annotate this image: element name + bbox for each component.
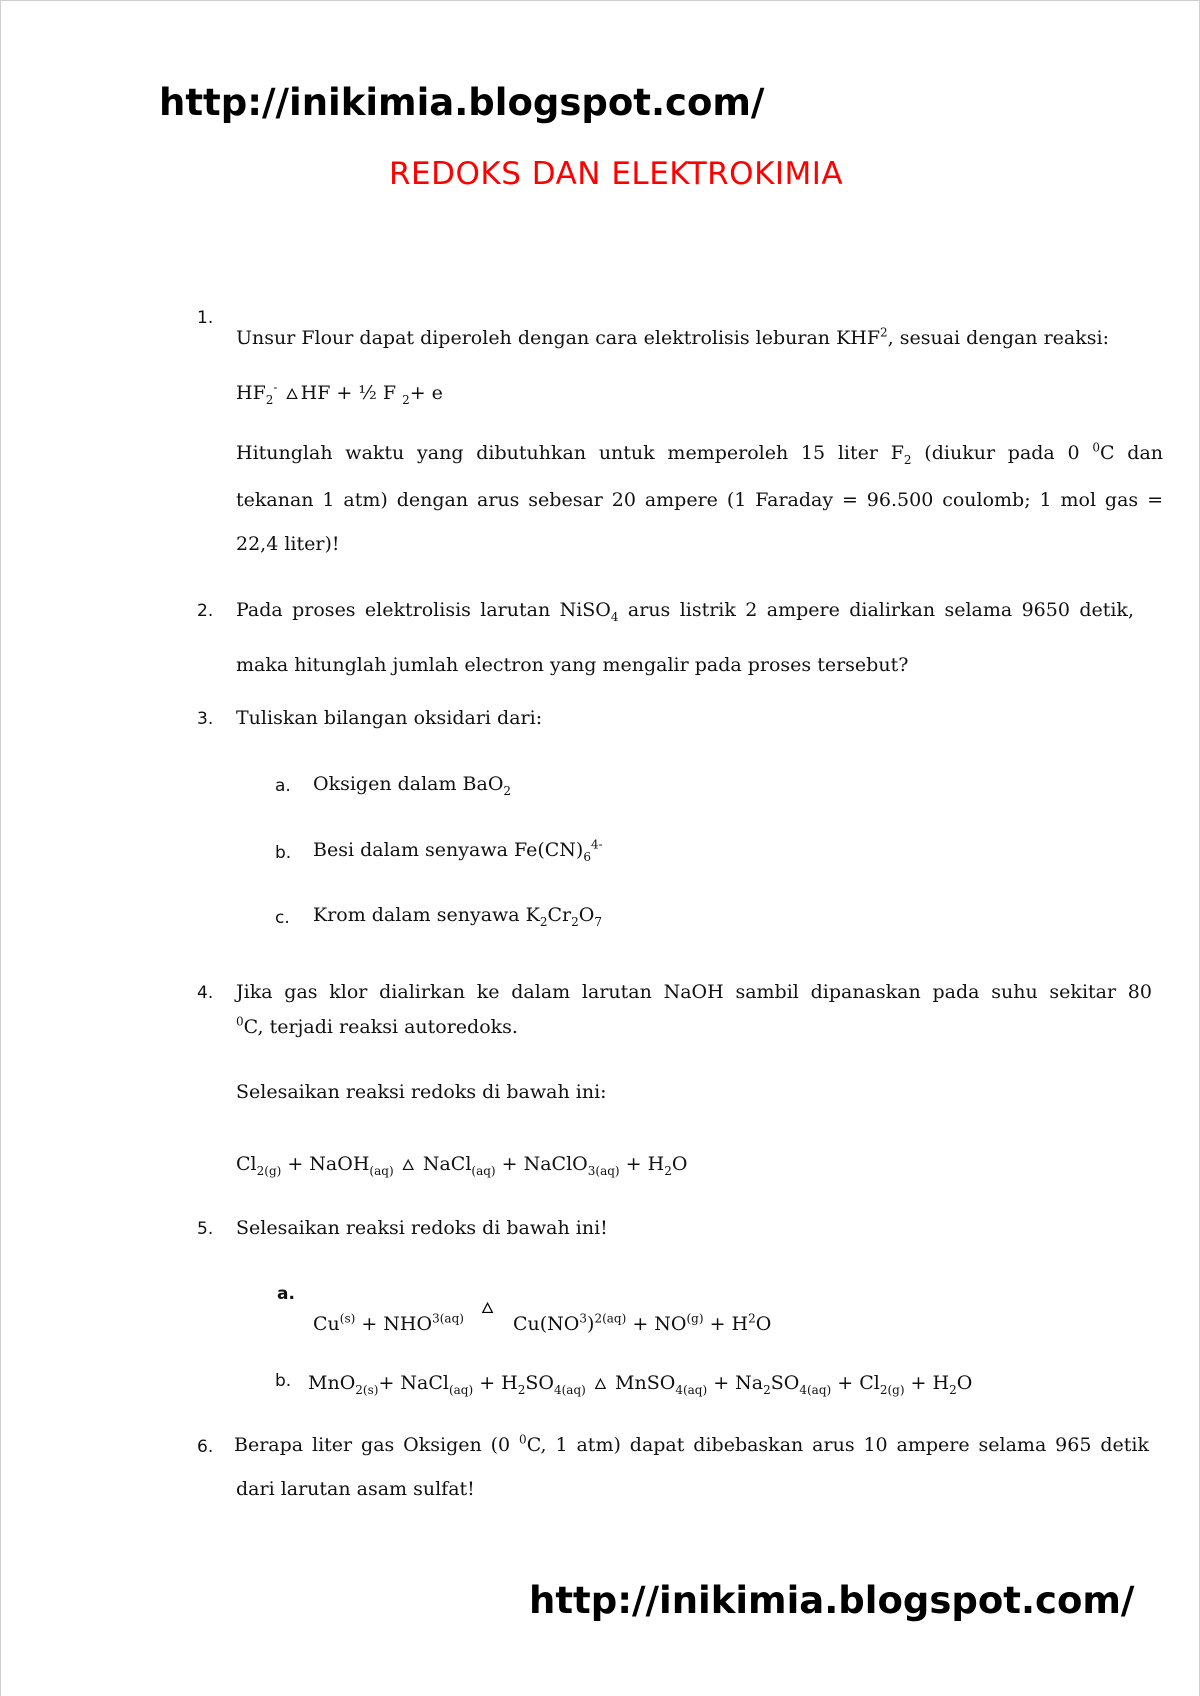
q3a-text: Oksigen dalam BaO$_2$ xyxy=(313,773,512,798)
q2-line1: Pada proses elektrolisis larutan NiSO$_4$ arus listrik 2 ampere dialirkan selama 9650 detik, xyxy=(236,599,1134,624)
q3c-label: c. xyxy=(275,908,290,928)
q4-number: 4. xyxy=(197,983,214,1003)
q6-number: 6. xyxy=(197,1437,214,1457)
q1-paragraph-line1: Hitunglah waktu yang dibutuhkan untuk memperoleh 15 liter $F_2$ (diukur pada 0 $^0$C dan xyxy=(236,440,1164,467)
q3b-label: b. xyxy=(275,843,292,863)
q5a-equation-right: $Cu(NO^3)^{2(aq)} + NO^{(g)} + H^2O$ xyxy=(513,1311,772,1335)
q4-line2: $^0$C, terjadi reaksi autoredoks. xyxy=(236,1014,518,1038)
q1-number: 1. xyxy=(197,308,214,328)
footer-url[interactable]: http://inikimia.blogspot.com/ xyxy=(529,1579,1135,1622)
q3c-text: Krom dalam senyawa $K_2Cr_2O_7$ xyxy=(313,904,602,929)
q5a-label: a. xyxy=(277,1284,295,1304)
q6-line1: Berapa liter gas Oksigen (0 $^0$C, 1 atm) dapat dibebaskan arus 10 ampere selama 965 detik xyxy=(234,1432,1149,1456)
q5-text: Selesaikan reaksi redoks di bawah ini! xyxy=(236,1217,608,1239)
q3-text: Tuliskan bilangan oksidari dari: xyxy=(236,707,543,729)
reaction-arrow-icon: 🜂 xyxy=(285,385,299,403)
document-title: REDOKS DAN ELEKTROKIMIA xyxy=(389,156,844,192)
q1-paragraph-line2: tekanan 1 atm) dengan arus sebesar 20 ampere (1 Faraday = 96.500 coulomb; 1 mol gas = xyxy=(236,489,1163,511)
q2-number: 2. xyxy=(197,601,214,621)
q1-equation: $HF_2^-$ 🜂 HF + ½ F $_2$+ e xyxy=(236,380,443,407)
q5b-equation: MnO$_{2(s)}$+ NaCl$_{(aq)}$ + $H_2SO_{4(aq)}$ 🜂 MnSO$_{4(aq)}$ + $Na_2SO_{4(aq)} + Cl_{2(g)} + H_2O$ xyxy=(308,1372,973,1397)
q3a-label: a. xyxy=(275,776,291,796)
q6-line2: dari larutan asam sulfat! xyxy=(236,1478,475,1500)
q1-intro: Unsur Flour dapat diperoleh dengan cara elektrolisis leburan KHF$^2$, sesuai dengan reaksi: xyxy=(236,325,1109,349)
reaction-arrow-icon: 🜂 xyxy=(401,1156,415,1174)
reaction-arrow-icon: 🜂 xyxy=(593,1375,607,1393)
q5-number: 5. xyxy=(197,1219,214,1239)
q5a-equation-left: $Cu^{(s)} + NHO^{3(aq)}$ xyxy=(313,1311,464,1335)
q5b-label: b. xyxy=(275,1371,292,1391)
q3-number: 3. xyxy=(197,709,214,729)
q3b-text: Besi dalam senyawa $Fe(CN)_6^{4-}$ xyxy=(313,837,603,864)
q4-equation: $Cl_{2(g)}$ + NaOH$_{(aq)}$ 🜂 NaCl$_{(aq)}$ + NaClO$_{3(aq)}$ + $H_2O$ xyxy=(236,1153,688,1178)
header-url[interactable]: http://inikimia.blogspot.com/ xyxy=(159,81,765,124)
q2-line2: maka hitunglah jumlah electron yang mengalir pada proses tersebut? xyxy=(236,654,909,676)
q4-line1: Jika gas klor dialirkan ke dalam larutan NaOH sambil dipanaskan pada suhu sekitar 80 xyxy=(236,981,1152,1003)
q4-line3: Selesaikan reaksi redoks di bawah ini: xyxy=(236,1081,607,1103)
q1-paragraph-line3: 22,4 liter)! xyxy=(236,533,340,555)
reaction-arrow-icon: 🜂 xyxy=(481,1299,495,1317)
